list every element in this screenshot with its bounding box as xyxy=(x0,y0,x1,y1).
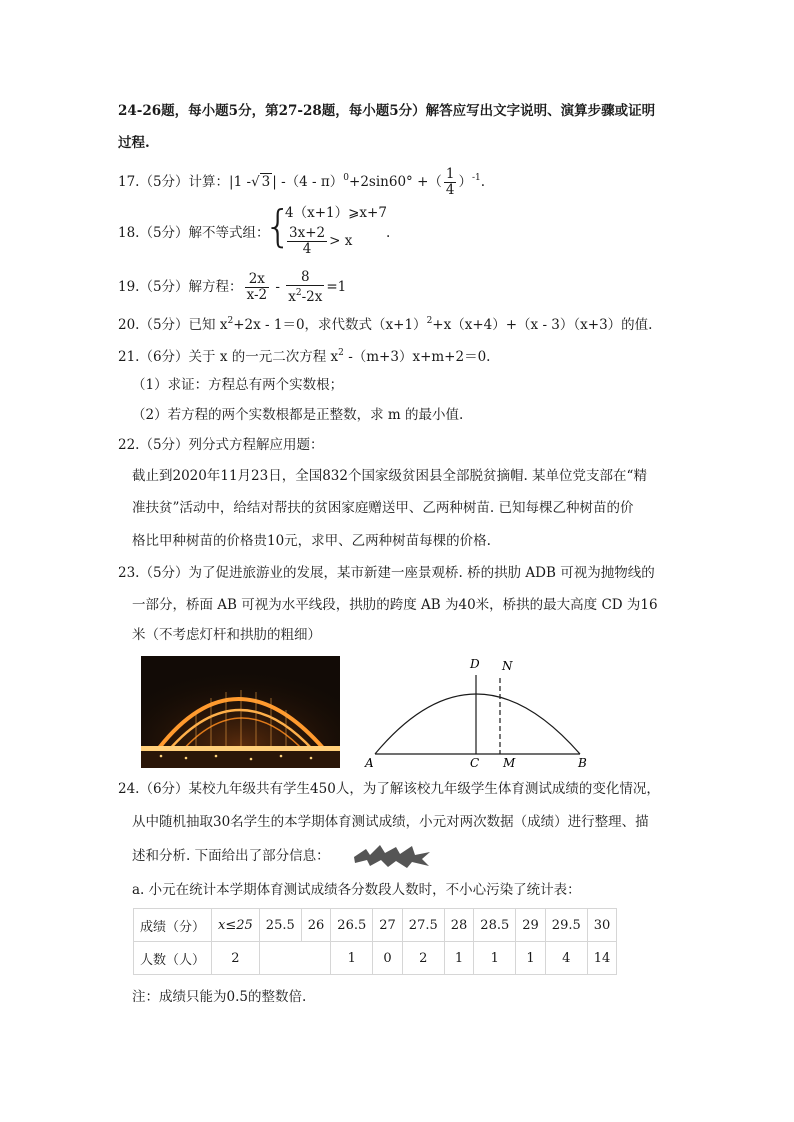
table-cell: 1 xyxy=(474,942,516,975)
table-cell: 29 xyxy=(516,909,546,942)
q22-line-1: 截止到2020年11月23日，全国832个国家级贫困县全部脱贫摘帽. 某单位党支部在“精 xyxy=(132,468,647,484)
q21-part-1: （1）求证：方程总有两个实数根； xyxy=(132,377,344,393)
q19-f2-den-exp: 2 xyxy=(295,288,302,298)
q17-fraction xyxy=(444,167,457,198)
table-cell: 30 xyxy=(587,909,617,942)
q18-inequality-2 xyxy=(285,226,352,257)
q18-end: . xyxy=(386,225,391,241)
table-row xyxy=(134,909,617,942)
table-cell: 26.5 xyxy=(331,909,373,942)
table-cell: 25.5 xyxy=(259,909,301,942)
q20-exp: 2 xyxy=(227,316,234,326)
q19-f2-num: 8 xyxy=(286,270,324,286)
table-cell: 2 xyxy=(212,942,260,975)
q18-brace: { xyxy=(264,201,292,252)
table-cell: 27 xyxy=(373,909,403,942)
q19-eq: =1 xyxy=(326,279,347,295)
question-18: 18.（5分）解不等式组： xyxy=(118,225,270,241)
q18-inequality-1: 4（x+1）⩾x+7 xyxy=(285,205,387,221)
q17-close: ） xyxy=(458,174,472,190)
table-cell: 29.5 xyxy=(545,909,587,942)
table-cell: 人数（人） xyxy=(134,942,212,975)
q21-exp: 2 xyxy=(338,348,344,358)
bridge-photo xyxy=(141,656,340,768)
bridge-photo-art xyxy=(141,656,340,768)
table-cell: 0 xyxy=(373,942,403,975)
q18-frac-den: 4 xyxy=(302,241,312,257)
q17-sqrt-sign: √ xyxy=(251,174,260,190)
q24-note: 注：成绩只能为0.5的整数倍. xyxy=(132,989,307,1005)
table-cell: 4 xyxy=(545,942,587,975)
question-22-title: 22.（5分）列分式方程解应用题： xyxy=(118,437,324,453)
q19-f2-den-b: -2x xyxy=(301,289,323,305)
q17-end: . xyxy=(480,174,486,190)
question-23-line-1: 23.（5分）为了促进旅游业的发展，某市新建一座景观桥. 桥的拱肋 ADB 可视为抛物线的 xyxy=(118,565,655,581)
q17-frac-num: 1 xyxy=(445,166,455,182)
label-m: M xyxy=(503,756,516,769)
intro-line-1: 24-26题，每小题5分，第27-28题，每小题5分）解答应写出文字说明、演算步骤或证明 xyxy=(118,103,656,119)
q24-line-3: 述和分析. 下面给出了部分信息： xyxy=(132,848,330,864)
table-cell: 2 xyxy=(402,942,444,975)
q24-line-2: 从中随机抽取30名学生的本学期体育测试成绩，小元对两次数据（成绩）进行整理、描 xyxy=(132,814,649,830)
q17-tail: +2sin60° +（ xyxy=(349,174,442,190)
table-cell: 28.5 xyxy=(474,909,516,942)
q20-c: +x（x+4）+（x - 3）（x+3）的值. xyxy=(432,317,653,333)
parabola-arch xyxy=(375,694,580,754)
q21-a: 21.（6分）关于 x 的一元二次方程 x xyxy=(118,349,339,365)
q19-f2-den-a: x xyxy=(288,289,296,305)
q17-mid: | -（4 - π） xyxy=(272,174,344,190)
score-table xyxy=(133,908,617,975)
q17-frac-den: 4 xyxy=(445,182,455,198)
q18-frac-num: 3x+2 xyxy=(289,225,326,241)
q24-part-a: a. 小元在统计本学期体育测试成绩各分数段人数时，不小心污染了统计表： xyxy=(132,882,581,898)
q19-minus: - xyxy=(275,279,280,295)
q19-f1-den: x-2 xyxy=(246,287,268,303)
q17-sqrt: 3 xyxy=(261,174,271,190)
q20-exp2: 2 xyxy=(426,316,433,326)
q18-ineq2-rest: > x xyxy=(329,233,353,249)
table-cell: 1 xyxy=(331,942,373,975)
q23-line-3: 米（不考虑灯杆和拱肋的粗细） xyxy=(132,627,321,643)
label-c: C xyxy=(470,756,480,769)
table-cell: 1 xyxy=(444,942,474,975)
q21-part-2: （2）若方程的两个实数根都是正整数，求 m 的最小值. xyxy=(132,407,464,423)
label-a: A xyxy=(365,756,374,769)
label-b: B xyxy=(578,756,587,769)
q17-exp: -1 xyxy=(471,173,481,183)
question-21 xyxy=(118,343,490,367)
table-cell: 成绩（分） xyxy=(134,909,212,942)
table-cell: 26 xyxy=(301,909,331,942)
q21-b: -（m+3）x+m+2＝0. xyxy=(343,349,491,365)
q18-fraction xyxy=(287,226,327,257)
ink-smudge xyxy=(352,843,432,869)
q17-exp0: 0 xyxy=(343,173,350,183)
question-20 xyxy=(118,311,652,335)
q17-prefix: 17.（5分）计算：|1 - xyxy=(118,174,252,190)
q19-prefix: 19.（5分）解方程： xyxy=(118,279,243,295)
label-d: D xyxy=(470,657,480,671)
table-cell: 1 xyxy=(516,942,546,975)
q19-f2-den xyxy=(286,286,324,305)
q22-line-3: 格比甲种树苗的价格贵10元，求甲、乙两种树苗每棵的价格. xyxy=(132,533,491,549)
table-cell: x≤25 xyxy=(212,909,260,942)
table-cell-merged-blank xyxy=(259,942,331,975)
question-17 xyxy=(118,167,485,198)
table-cell: 14 xyxy=(587,942,617,975)
q19-f1-num: 2x xyxy=(245,272,270,288)
q20-b: +2x - 1＝0，求代数式（x+1） xyxy=(233,317,427,333)
table-cell: 28 xyxy=(444,909,474,942)
intro-line-2: 过程. xyxy=(118,135,150,151)
q20-a: 20.（5分）已知 x xyxy=(118,317,228,333)
table-row xyxy=(134,942,617,975)
arch-diagram xyxy=(360,654,625,769)
label-n: N xyxy=(502,659,513,673)
q19-fraction-1 xyxy=(245,272,270,303)
table-cell: 27.5 xyxy=(402,909,444,942)
q23-line-2: 一部分，桥面 AB 可视为水平线段，拱肋的跨度 AB 为40米，桥拱的最大高度 CD 为16 xyxy=(132,597,658,613)
q22-line-2: 准扶贫”活动中，给结对帮扶的贫困家庭赠送甲、乙两种树苗. 已知每棵乙种树苗的价 xyxy=(132,500,634,516)
question-19 xyxy=(118,270,346,305)
question-24-line-1: 24.（6分）某校九年级共有学生450人，为了解该校九年级学生体育测试成绩的变化情况， xyxy=(118,781,660,797)
q19-fraction-2 xyxy=(286,270,324,305)
